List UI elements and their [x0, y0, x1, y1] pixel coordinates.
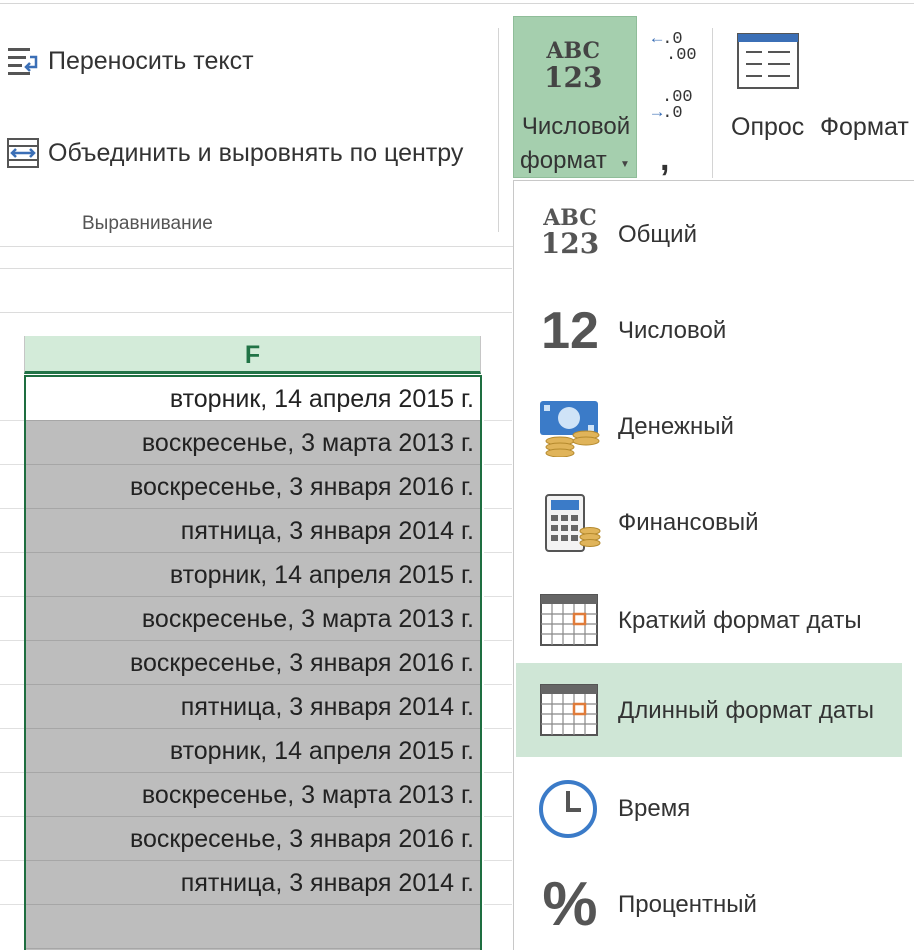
group-separator: [498, 28, 499, 232]
formula-bar-bottom: [0, 312, 512, 313]
conditional-format-button[interactable]: [728, 30, 828, 180]
menu-item-label: Финансовый: [618, 509, 759, 536]
table-row[interactable]: воскресенье, 3 января 2016 г.: [26, 817, 480, 861]
conditional-format-label: Опрос: [731, 113, 805, 141]
menu-item-time[interactable]: [516, 761, 902, 855]
number-format-label: Числовой: [521, 113, 631, 140]
number-format-dropdown: [513, 180, 914, 950]
wrap-text-button[interactable]: [6, 44, 254, 78]
comma-style-button[interactable]: ,: [660, 140, 670, 178]
general-abc123-icon: ABC 123: [540, 205, 600, 260]
table-row[interactable]: пятница, 3 января 2014 г.: [26, 685, 480, 729]
decrease-decimal-button[interactable]: .00 →.0: [652, 88, 693, 123]
increase-decimal-button[interactable]: ←.0 .00: [652, 30, 697, 65]
abc123-icon: ABC 123: [544, 38, 603, 94]
menu-item-label: Числовой: [618, 317, 727, 344]
table-row[interactable]: воскресенье, 3 марта 2013 г.: [26, 597, 480, 641]
table-row[interactable]: воскресенье, 3 января 2016 г.: [26, 641, 480, 685]
accounting-calculator-icon: [538, 493, 602, 553]
column-header-f[interactable]: F: [24, 336, 481, 374]
short-date-calendar-icon: [538, 591, 602, 651]
selected-column-range[interactable]: [24, 375, 482, 950]
menu-item-label: Длинный формат даты: [618, 697, 874, 724]
long-date-calendar-icon: [538, 681, 602, 741]
format-as-table-button[interactable]: Формат: [820, 113, 909, 141]
menu-item-long-date[interactable]: [516, 663, 902, 757]
menu-item-label: Процентный: [618, 891, 757, 918]
alignment-group-label: Выравнивание: [82, 213, 213, 234]
table-row[interactable]: вторник, 14 апреля 2015 г.: [26, 553, 480, 597]
table-row[interactable]: вторник, 14 апреля 2015 г.: [26, 729, 480, 773]
increase-decimal-icon: ←.0: [652, 30, 683, 49]
menu-item-short-date[interactable]: [516, 573, 902, 667]
table-row[interactable]: пятница, 3 января 2014 г.: [26, 509, 480, 553]
time-clock-icon: [538, 779, 602, 839]
table-format-icon: [736, 32, 800, 92]
merge-center-label: Объединить и выровнять по центру: [48, 138, 464, 167]
number-format-label-2: формат: [520, 147, 607, 174]
wrap-text-icon: [6, 44, 40, 78]
formula-bar-top: [0, 268, 512, 269]
merge-center-icon: [6, 136, 40, 170]
table-row[interactable]: [26, 905, 480, 949]
menu-item-percent[interactable]: [516, 857, 902, 950]
menu-item-general[interactable]: [516, 187, 902, 281]
percent-icon: %: [542, 870, 598, 939]
decrease-decimal-icon: →.0: [652, 104, 683, 123]
ribbon-top-border: [0, 3, 914, 4]
menu-item-number[interactable]: [516, 283, 902, 377]
table-row[interactable]: вторник, 14 апреля 2015 г.: [26, 377, 480, 421]
menu-item-label: Общий: [618, 221, 697, 248]
menu-item-currency[interactable]: [516, 379, 902, 473]
currency-money-icon: [538, 397, 602, 457]
menu-item-label: Время: [618, 795, 691, 822]
menu-item-accounting[interactable]: [516, 475, 902, 569]
number-format-button[interactable]: [513, 16, 637, 178]
chevron-down-icon: ▼: [620, 159, 630, 170]
table-row[interactable]: воскресенье, 3 января 2016 г.: [26, 465, 480, 509]
number-12-icon: 12: [541, 302, 599, 360]
table-row[interactable]: пятница, 3 января 2014 г.: [26, 861, 480, 905]
group-separator: [712, 28, 713, 178]
wrap-text-label: Переносить текст: [48, 46, 254, 75]
menu-item-label: Краткий формат даты: [618, 607, 862, 634]
table-row[interactable]: воскресенье, 3 марта 2013 г.: [26, 773, 480, 817]
merge-center-button[interactable]: [6, 136, 463, 170]
table-row[interactable]: воскресенье, 3 марта 2013 г.: [26, 421, 480, 465]
menu-item-label: Денежный: [618, 413, 734, 440]
